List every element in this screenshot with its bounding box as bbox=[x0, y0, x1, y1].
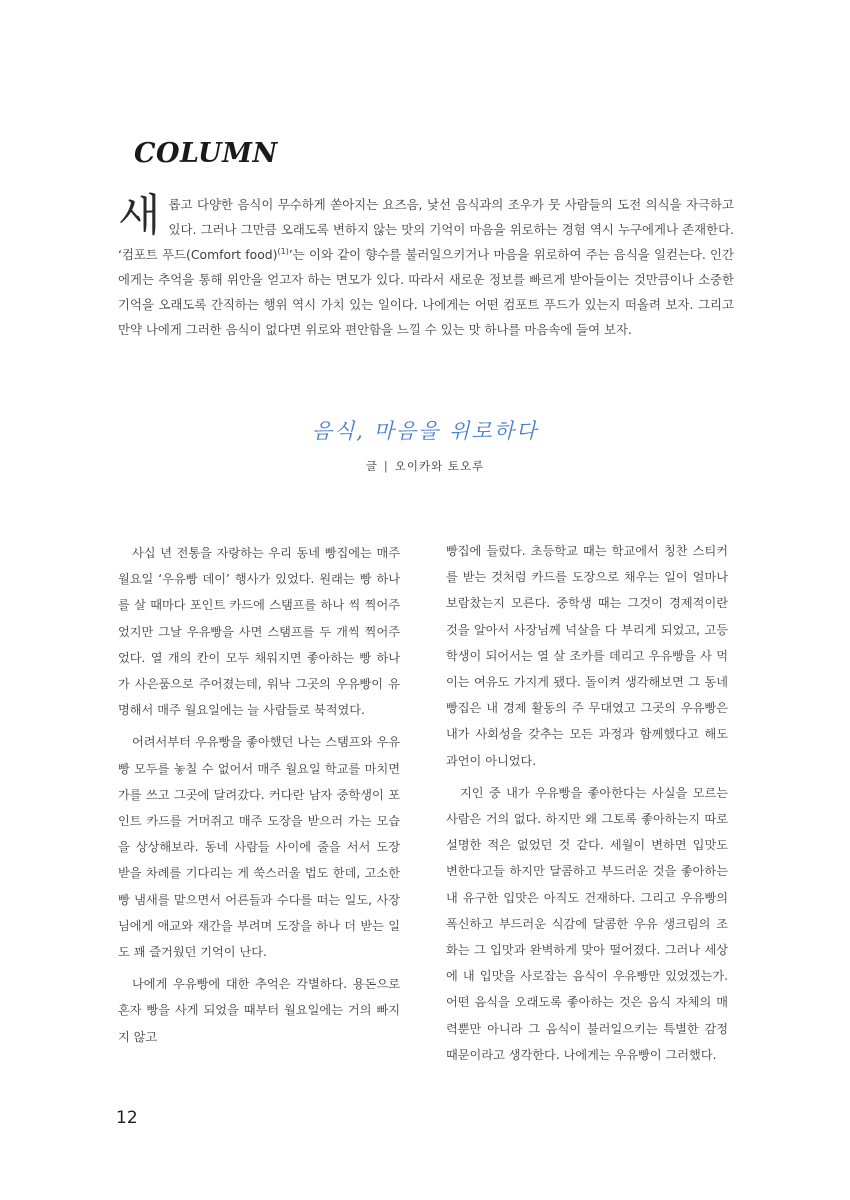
right-column bbox=[446, 538, 728, 1074]
page-number: 12 bbox=[116, 1108, 138, 1128]
intro-text-part2: ’는 이와 같이 향수를 불러일으키거나 마음을 위로하여 주는 음식을 일컫는다. 인간에게는 추억을 통해 위안을 얻고자 하는 면모가 있다. 따라서 새로운 정보를 빠르게 받아들이는 것만큼이나 소중한 기억을 오래도록 간직하는 행위 역시 가치 있는 일이다. 나에게는 어떤 컴포트 푸드가 있는지 떠올려 보자. 그리고 만약 나에게 그러한 음식이 없다면 위로와 편안함을 느낄 수 있는 맛 하나를 마음속에 들여 보자. bbox=[118, 247, 734, 337]
intro-text-part1: 롭고 다양한 음식이 무수하게 쏟아지는 요즈음, 낯선 음식과의 조우가 뭇 사람들의 도전 의식을 자극하고 있다. 그러나 그만큼 오래도록 변하지 않는 맛의 기억이 마음을 위로하는 경험 역시 누구에게나 존재한다. ‘컴포트 푸드(Comfort food) bbox=[118, 197, 734, 262]
byline-prefix: 글 bbox=[365, 459, 378, 473]
byline bbox=[0, 458, 850, 474]
drop-cap: 새 bbox=[118, 190, 161, 241]
section-label: COLUMN bbox=[134, 138, 278, 169]
left-paragraph-1: 사십 년 전통을 자랑하는 우리 동네 빵집에는 매주 월요일 ‘우유빵 데이’ 행사가 있었다. 원래는 빵 하나를 살 때마다 포인트 카드에 스탬프를 하나 씩 찍어주었지만 그날 우유빵을 사면 스탬프를 두 개씩 찍어주었다. 열 개의 칸이 모두 채워지면 좋아하는 빵 하나가 사은품으로 주어졌는데, 워낙 그곳의 우유빵이 유명해서 매주 월요일에는 늘 사람들로 북적였다. bbox=[118, 546, 400, 718]
byline-separator: | bbox=[383, 459, 389, 473]
left-paragraph-3: 나에게 우유빵에 대한 추억은 각별하다. 용돈으로 혼자 빵을 사게 되었을 때부터 월요일에는 거의 빠지지 않고 bbox=[118, 977, 400, 1044]
right-paragraph-1: 빵집에 들렀다. 초등학교 때는 학교에서 칭찬 스티커를 받는 것처럼 카드를 도장으로 채우는 일이 얼마나 보람찼는지 모른다. 중학생 때는 그것이 경제적이란 것을 알아서 사장님께 넉살을 다 부리게 되었고, 고등학생이 되어서는 열 살 조카를 데리고 우유빵을 사 먹이는 여유도 가지게 됐다. 돌이켜 생각해보면 그 동네 빵집은 내 경제 활동의 주 무대였고 그곳의 우유빵은 내가 사회성을 갖추는 모든 과정과 함께했다고 해도 과언이 아니었다. bbox=[446, 544, 728, 768]
left-paragraph-2: 어려서부터 우유빵을 좋아했던 나는 스탬프와 우유빵 모두를 놓칠 수 없어서 매주 월요일 학교를 마치면 가를 쓰고 그곳에 달려갔다. 커다란 남자 중학생이 포인트 카드를 거머쥐고 매주 도장을 받으러 가는 모습을 상상해보라. 동네 사람들 사이에 줄을 서서 도장 받을 차례를 기다리는 게 쑥스러울 법도 한데, 고소한 빵 냄새를 맡으면서 어른들과 수다를 떠는 일도, 사장님에게 애교와 재간을 부려며 도장을 하나 더 받는 일도 꽤 즐거웠던 기억이 난다. bbox=[118, 735, 400, 960]
footnote-ref: (1) bbox=[277, 246, 289, 256]
author-name: 오이카와 토오루 bbox=[394, 459, 485, 473]
article-title: 음식, 마음을 위로하다 bbox=[311, 419, 539, 443]
left-column bbox=[118, 540, 400, 1056]
right-paragraph-2: 지인 중 내가 우유빵을 좋아한다는 사실을 모르는 사람은 거의 없다. 하지만 왜 그토록 좋아하는지 따로 설명한 적은 없었던 것 같다. 세월이 변하면 입맛도 변한다고들 하지만 달콤하고 부드러운 것을 좋아하는 내 유구한 입맛은 아직도 건재하다. 그리고 우유빵의 폭신하고 부드러운 식감에 달콤한 우유 생크림의 조화는 그 입맛과 완벽하게 맞아 떨어졌다. 그러나 세상에 내 입맛을 사로잡는 음식이 우유빵만 있었겠는가. 어떤 음식을 오래도록 좋아하는 것은 음식 자체의 매력뿐만 아니라 그 음식이 불러일으키는 특별한 감정 때문이라고 생각한다. 나에게는 우유빵이 그러했다. bbox=[446, 785, 728, 1062]
intro-paragraph bbox=[118, 192, 734, 342]
